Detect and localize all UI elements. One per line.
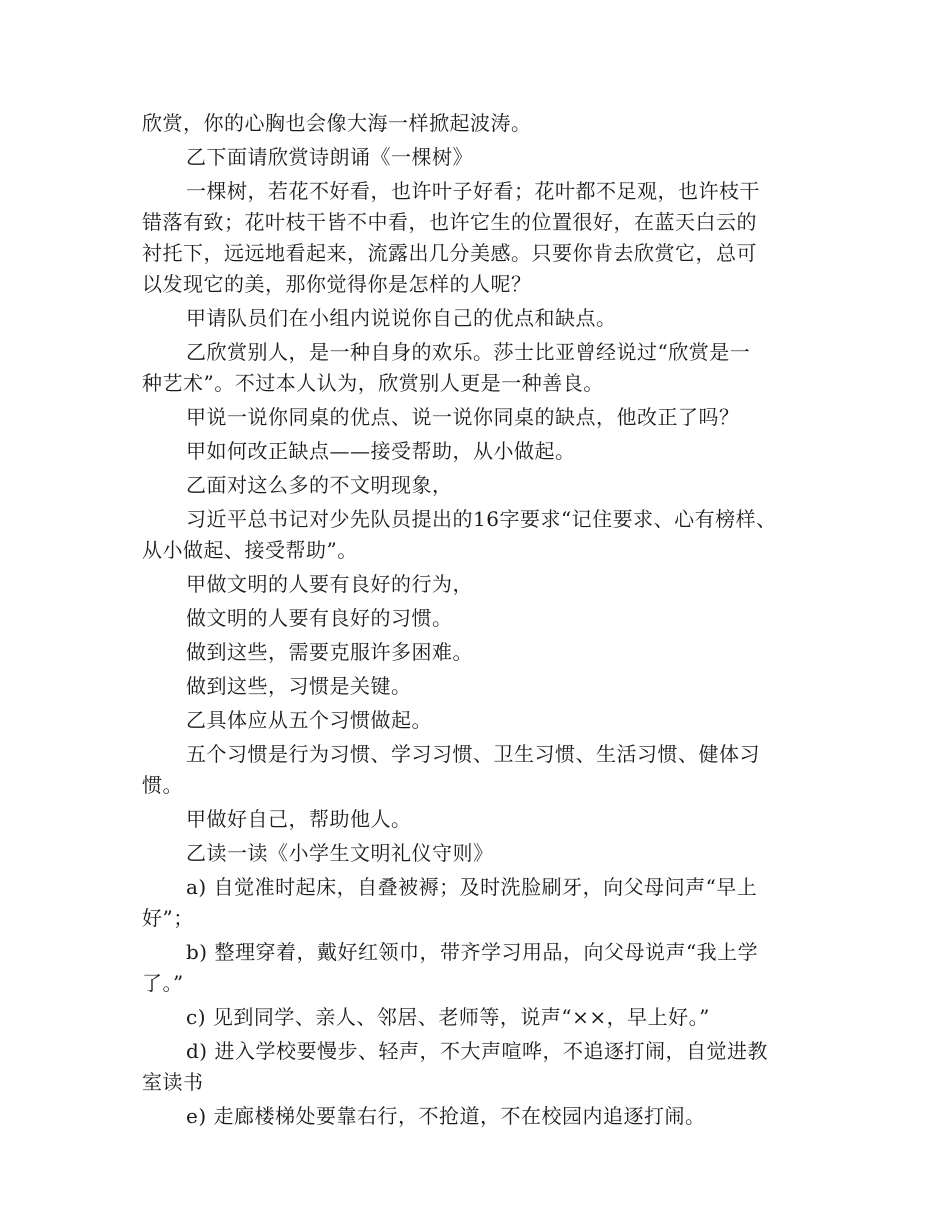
paragraph [142,671,812,702]
text-line: 种艺术”。不过本人认为，欣赏别人更是一种善良。 [142,371,604,395]
text-line: c) 见到同学、亲人、邻居、老师等，说声“××，早上好。” [186,1005,710,1029]
text-line: 衬托下，远远地看起来，流露出几分美感。只要你肯去欣赏它，总可 [142,241,757,265]
text-line: 甲如何改正缺点——接受帮助，从小做起。 [186,439,576,463]
paragraph-gap [142,1132,812,1135]
text-line: 甲说一说你同桌的优点、说一说你同桌的缺点，他改正了吗？ [186,405,740,429]
text-line: 从小做起、接受帮助”。 [142,538,358,562]
paragraph [142,1002,812,1033]
text-line: 习近平总书记对少先队员提出的16字要求“记住要求、心有榜样、 [186,507,777,531]
paragraph [142,402,812,433]
paragraph [142,705,812,736]
paragraph [142,142,812,173]
text-line: 惯。 [142,773,183,797]
paragraph [142,176,812,300]
text-line: b) 整理穿着，戴好红领巾，带齐学习用品，向父母说声“我上学 [186,940,759,964]
paragraph [142,504,812,566]
paragraph [142,872,812,934]
text-line: 以发现它的美，那你觉得你是怎样的人呢？ [142,272,532,296]
text-line: 乙读一读《小学生文明礼仪守则》 [186,841,494,865]
text-line: 错落有致；花叶枝干皆不中看，也许它生的位置很好，在蓝天白云的 [142,210,757,234]
text-line: 好”； [142,906,194,930]
paragraph [142,108,812,139]
text-line: 室读书 [142,1070,204,1094]
text-line: 乙欣赏别人，是一种自身的欢乐。莎士比亚曾经说过“欣赏是一 [186,340,751,364]
paragraph [142,1036,812,1098]
paragraph [142,436,812,467]
text-line: 了。” [142,971,184,995]
text-line: 甲请队员们在小组内说说你自己的优点和缺点。 [186,306,617,330]
text-line: 乙下面请欣赏诗朗诵《一棵树》 [186,145,473,169]
text-line: 五个习惯是行为习惯、学习习惯、卫生习惯、生活习惯、健体习 [186,742,760,766]
paragraph [142,569,812,600]
text-line: 欣赏，你的心胸也会像大海一样掀起波涛。 [142,111,532,135]
text-line: 做文明的人要有良好的习惯。 [186,606,453,630]
text-line: 甲做好自己，帮助他人。 [186,807,412,831]
text-line: e) 走廊楼梯处要靠右行，不抢道，不在校园内追逐打闹。 [186,1104,706,1128]
text-line: 乙面对这么多的不文明现象， [186,473,453,497]
text-line: 一棵树，若花不好看，也许叶子好看；花叶都不足观，也许枝干 [186,179,760,203]
document-body [142,108,812,1135]
paragraph [142,739,812,801]
paragraph [142,804,812,835]
text-line: 乙具体应从五个习惯做起。 [186,708,432,732]
text-line: 做到这些，需要克服许多困难。 [186,640,473,664]
paragraph [142,603,812,634]
text-line: 做到这些，习惯是关键。 [186,674,412,698]
paragraph [142,337,812,399]
text-line: 甲做文明的人要有良好的行为， [186,572,473,596]
paragraph [142,838,812,869]
text-line: d) 进入学校要慢步、轻声，不大声喧哗，不追逐打闹，自觉进教 [186,1039,768,1063]
text-line: a) 自觉准时起床，自叠被褥；及时洗脸刷牙，向父母问声“早上 [186,875,758,899]
paragraph [142,937,812,999]
paragraph [142,637,812,668]
paragraph [142,303,812,334]
paragraph [142,470,812,501]
paragraph [142,1101,812,1132]
